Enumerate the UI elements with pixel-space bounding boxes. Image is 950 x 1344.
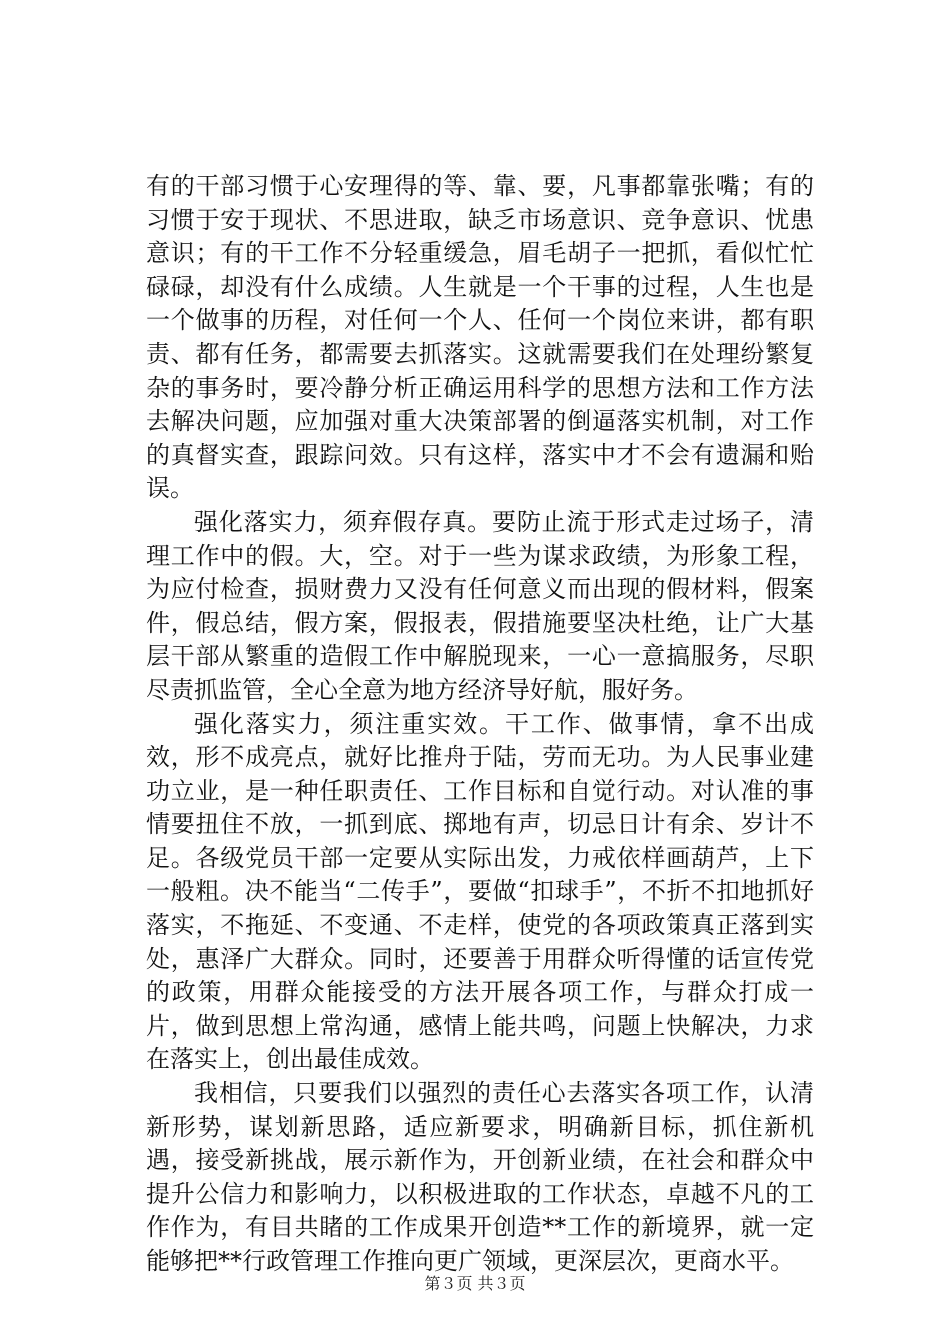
paragraph-1: 有的干部习惯于心安理得的等、靠、要，凡事都靠张嘴；有的习惯于安于现状、不思进取，缺乏市场意识、竞争意识、忧患意识；有的干工作不分轻重缓急，眉毛胡子一把抓，看似忙忙碌碌，却没有什么成绩。人生就是一个干事的过程，人生也是一个做事的历程，对任何一个人、任何一个岗位来讲，都有职责、都有任务，都需要去抓落实。这就需要我们在处理纷繁复杂的事务时，要冷静分析正确运用科学的思想方法和工作方法去解决问题，应加强对重大决策部署的倒逼落实机制，对工作的真督实查，跟踪问效。只有这样，落实中才不会有遗漏和贻误。 xyxy=(146,172,814,503)
paragraph-4: 我相信，只要我们以强烈的责任心去落实各项工作，认清新形势，谋划新思路，适应新要求，明确新目标，抓住新机遇，接受新挑战，展示新作为，开创新业绩，在社会和群众中提升公信力和影响力，以积极进取的工作状态，卓越不凡的工作作为，有目共睹的工作成果开创造**工作的新境界，就一定能够把**行政管理工作推向更广领域，更深层次，更商水平。 xyxy=(146,1079,814,1275)
paragraph-3: 强化落实力，须注重实效。干工作、做事情，拿不出成效，形不成亮点，就好比推舟于陆，劳而无功。为人民事业建功立业，是一种任职责任、工作目标和自觉行动。对认准的事情要扭住不放，一抓到底、掷地有声，切忌日计有余、岁计不足。各级党员干部一定要从实际出发，力戒依样画葫芦，上下一般粗。决不能当“二传手”，要做“扣球手”，不折不扣地抓好落实，不拖延、不变通、不走样，使党的各项政策真正落到实处，惠泽广大群众。同时，还要善于用群众听得懂的话宣传党的政策，用群众能接受的方法开展各项工作，与群众打成一片，做到思想上常沟通，感情上能共鸣，问题上快解决，力求在落实上，创出最佳成效。 xyxy=(146,709,814,1074)
page-number-footer: 第３页 共３页 xyxy=(424,1274,526,1293)
document-body xyxy=(146,170,814,1279)
paragraph-2: 强化落实力，须弃假存真。要防止流于形式走过场子，清理工作中的假。大，空。对于一些为谋求政绩，为形象工程，为应付检查，损财费力又没有任何意义而出现的假材料，假案件，假总结，假方案，假报表，假措施要坚决杜绝，让广大基层干部从繁重的造假工作中解脱现来，一心一意搞服务，尽职尽责抓监管，全心全意为地方经济导好航，服好务。 xyxy=(146,507,814,704)
